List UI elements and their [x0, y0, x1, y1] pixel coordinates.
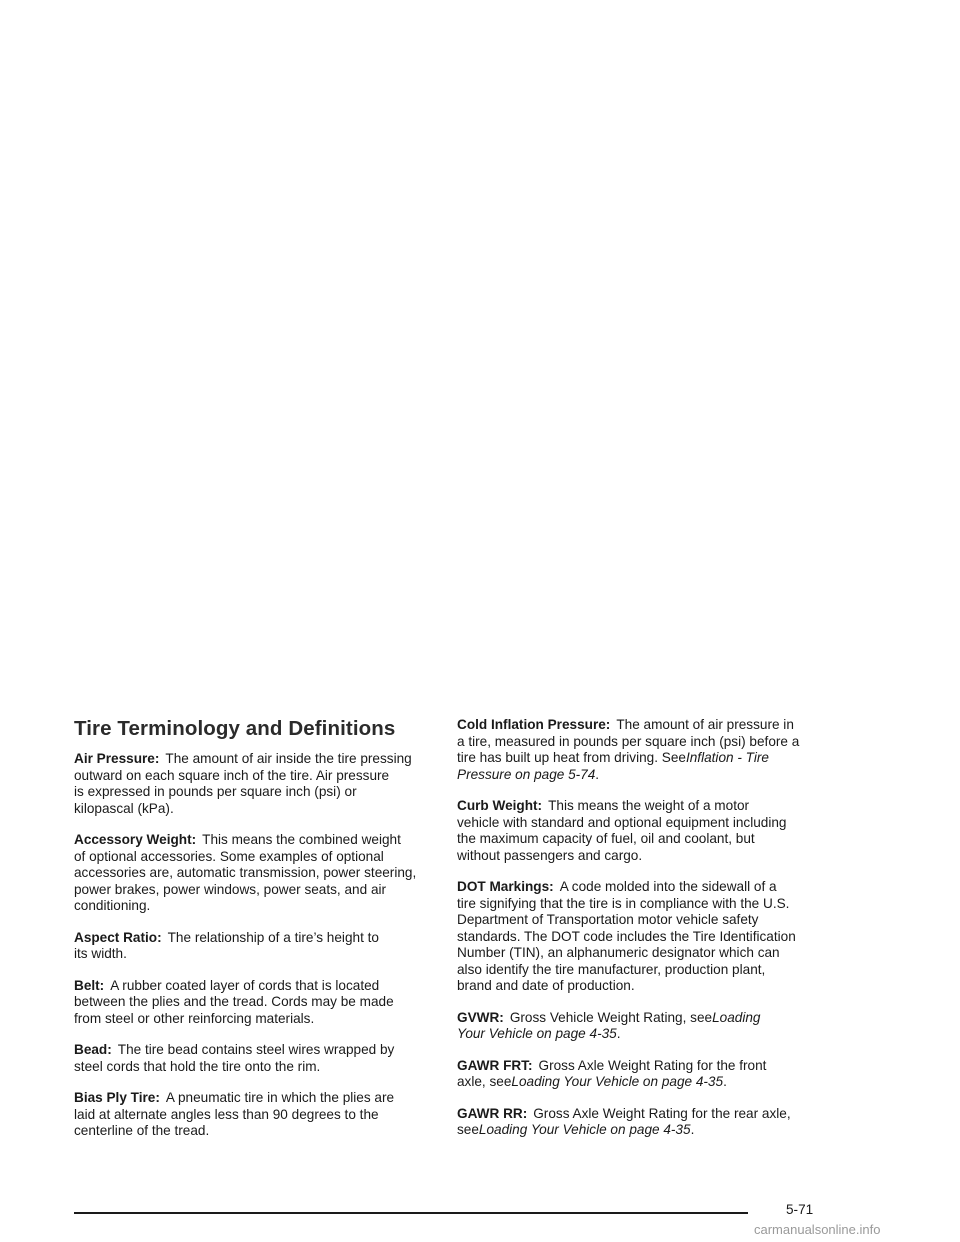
footer-divider	[74, 1212, 748, 1214]
definition-period: .	[723, 1074, 727, 1089]
definition-bead	[74, 1042, 446, 1075]
term-label: Curb Weight:	[457, 798, 543, 813]
term-label: GVWR:	[457, 1009, 504, 1025]
term-label: Bead:	[74, 1042, 112, 1057]
cross-reference-link[interactable]: Loading Your Vehicle on page 4-35	[511, 1074, 724, 1089]
definition-text: The relationship of a tire’s height to its width.	[74, 929, 379, 961]
cross-reference-link[interactable]: Loading Your Vehicle on page 4-35	[457, 1009, 761, 1041]
definition-text: Gross Axle Weight Rating for the front axle, see	[457, 1057, 767, 1089]
page-number: 5-71	[786, 1202, 814, 1217]
term-label: DOT Markings:	[457, 879, 554, 894]
definition-period: .	[616, 1026, 621, 1041]
definition-text: A pneumatic tire in which the plies are laid at alternate angles less than 90 degrees to the centerline of the tread.	[74, 1090, 395, 1138]
definition-text: The tire bead contains steel wires wrapped by steel cords that hold the tire onto the rim.	[74, 1042, 395, 1074]
definition-period: .	[595, 766, 600, 782]
page-title: Tire Terminology and Definitions	[74, 717, 396, 740]
term-label: Air Pressure:	[74, 751, 160, 766]
right-column	[457, 717, 829, 1154]
watermark: carmanualsonline.info	[754, 1222, 881, 1237]
definition-text: A rubber coated layer of cords that is located between the plies and the tread. Cords may be made from steel or other reinforcing materials.	[74, 977, 394, 1026]
definition-period: .	[690, 1122, 695, 1137]
definition-text: This means the combined weight of optional accessories. Some examples of optional accessories are, automatic transmission, power steering, power brakes, power windows, power seats, and air conditioning.	[74, 832, 417, 913]
definition-text: The amount of air pressure in a tire, measured in pounds per square inch (psi) before a tire has built up heat from driving. See	[457, 717, 800, 765]
term-label: Belt:	[74, 977, 105, 993]
term-label: Accessory Weight:	[74, 832, 197, 847]
term-label: Aspect Ratio:	[74, 929, 162, 945]
cross-reference-link[interactable]: Loading Your Vehicle on page 4-35	[478, 1122, 691, 1137]
definition-text: This means the weight of a motor vehicle with standard and optional equipment including the maximum capacity of fuel, oil and coolant, but without passengers and cargo.	[457, 798, 787, 863]
definition-text: Gross Vehicle Weight Rating, see	[509, 1009, 713, 1025]
definition-dot-markings	[457, 879, 829, 995]
definition-cold-inflation-pressure	[457, 717, 829, 783]
term-label: GAWR RR:	[457, 1105, 528, 1121]
definition-text: The amount of air inside the tire pressing outward on each square inch of the tire. Air pressure is expressed in pounds per square inch (psi) or kilopascal (kPa).	[74, 751, 412, 816]
definition-accessory-weight	[74, 832, 446, 915]
cross-reference-link[interactable]: Inflation - Tire Pressure on page 5-74	[457, 750, 769, 782]
definition-curb-weight	[457, 798, 829, 864]
definition-gawr-frt	[457, 1058, 829, 1091]
definition-text: A code molded into the sidewall of a tire signifying that the tire is in compliance with the U.S. Department of Transportation motor vehicle safety standards. The DOT code includes the Tire Identification Number (TIN), an alphanumeric designator which can also identify the tire manufacturer, production plant, brand and date of production.	[457, 879, 796, 993]
definition-gawr-rr	[457, 1106, 829, 1139]
left-column	[74, 751, 446, 1155]
definition-air-pressure	[74, 751, 446, 817]
term-label: Bias Ply Tire:	[74, 1090, 160, 1105]
term-label: Cold Inflation Pressure:	[457, 717, 611, 732]
definition-aspect-ratio	[74, 930, 446, 963]
definition-gvwr	[457, 1010, 829, 1043]
term-label: GAWR FRT:	[457, 1057, 533, 1073]
definition-text: Gross Axle Weight Rating for the rear axle, see	[457, 1105, 791, 1137]
definition-belt	[74, 978, 446, 1028]
definition-bias-ply-tire	[74, 1090, 446, 1140]
